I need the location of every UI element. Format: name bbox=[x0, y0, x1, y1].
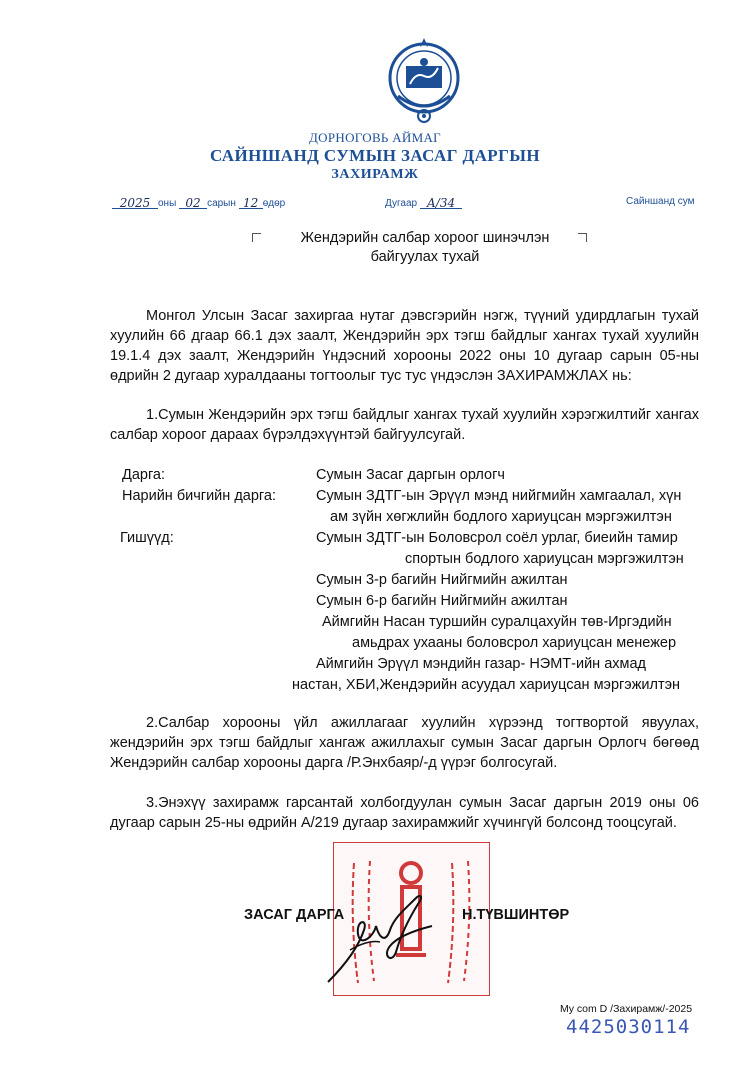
date-month: 02 bbox=[179, 196, 207, 209]
state-emblem-icon bbox=[386, 36, 462, 126]
date-year-suffix: оны bbox=[158, 198, 177, 209]
date-year: 2025 bbox=[112, 196, 158, 209]
subject-line-1: Жендэрийн салбар хороог шинэчлэн bbox=[300, 230, 550, 246]
member-line-3: Сумын 3-р багийн Нийгмийн ажилтан bbox=[316, 572, 568, 588]
serial-number: 4425030114 bbox=[566, 1016, 691, 1038]
date-day: 12 bbox=[239, 196, 263, 209]
number-field bbox=[385, 196, 462, 209]
date-field bbox=[112, 196, 285, 209]
member-line-4: Сумын 6-р багийн Нийгмийн ажилтан bbox=[316, 593, 568, 609]
document-type-title: ЗАХИРАМЖ bbox=[331, 167, 419, 182]
member-line-2: спортын бодлого хариуцсан мэргэжилтэн bbox=[405, 551, 684, 567]
handwritten-signature bbox=[320, 890, 450, 990]
aimag-title: ДОРНОГОВЬ АЙМАГ bbox=[309, 130, 441, 145]
chair-label: Дарга: bbox=[122, 467, 166, 483]
item-1-paragraph: 1.Сумын Жендэрийн эрх тэгш байдлыг хангах тухай хуулийн хэрэгжилтийг хангах салбар хороог дараах бүрэлдэхүүнтэй байгуулсугай. bbox=[110, 407, 699, 443]
members-label: Гишүүд: bbox=[120, 530, 174, 546]
organization-title: САЙНШАНД СУМЫН ЗАСАГ ДАРГЫН bbox=[209, 146, 541, 165]
chair-value: Сумын Засаг даргын орлогч bbox=[316, 467, 505, 483]
secretary-line-2: ам зүйн хөгжлийн бодлого хариуцсан мэргэжилтэн bbox=[330, 509, 672, 525]
secretary-label: Нарийн бичгийн дарга: bbox=[122, 488, 276, 504]
date-month-suffix: сарын bbox=[207, 198, 236, 209]
place-label: Сайншанд сум bbox=[626, 196, 695, 207]
file-reference: My com D /Захирамж/-2025 bbox=[560, 1003, 693, 1015]
member-line-8: настан, ХБИ,Жендэрийн асуудал хариуцсан мэргэжилтэн bbox=[292, 677, 681, 693]
member-line-7: Аймгийн Эрүүл мэндийн газар- НЭМТ-ийн ахмад bbox=[316, 656, 647, 672]
preamble-paragraph: Монгол Улсын Засаг захиргаа нутаг дэвсгэрийн нэгж, түүний удирдлагын тухай хуулийн 66 дгаар 66.1 дэх заалт, Жендэрийн эрх тэгш байдлыг хангах тухай хуулийн 19.1.4 дэх заалт, Жендэрийн Үндэсний хорооны 2022 оны 10 дугаар сарын 05-ны өдрийн 2 дугаар хуралдааны тогтоолыг тус тус үндэслэн ЗАХИРАМЖЛАХ нь: bbox=[110, 308, 699, 384]
member-line-1: Сумын ЗДТГ-ын Боловсрол соёл урлаг, биеийн тамир bbox=[316, 530, 678, 546]
subject-title bbox=[270, 229, 580, 267]
member-line-5: Аймгийн Насан туршийн суралцахуйн төв-Иргэдийн bbox=[322, 614, 672, 630]
signatory-title: ЗАСАГ ДАРГА bbox=[244, 907, 345, 923]
number-label: Дугаар bbox=[385, 198, 418, 209]
secretary-line-1: Сумын ЗДТГ-ын Эрүүл мэнд нийгмийн хамгаалал, хүн bbox=[316, 488, 682, 504]
subject-bracket-left bbox=[252, 233, 261, 242]
date-day-suffix: өдөр bbox=[262, 198, 286, 209]
member-line-6: амьдрах ухааны боловсрол хариуцсан менежер bbox=[352, 635, 677, 651]
signatory-name: Н.ТҮВШИНТӨР bbox=[462, 907, 570, 923]
document-number: А/34 bbox=[420, 196, 462, 209]
item-3-paragraph: 3.Энэхүү захирамж гарсантай холбогдуулан сумын Засаг даргын 2019 оны 06 дугаар сарын 25-ны өдрийн А/219 дугаар захирамжийг хүчингүй болсонд тооцсугай. bbox=[110, 795, 699, 831]
subject-line-2: байгуулах тухай bbox=[370, 249, 480, 265]
item-2-paragraph: 2.Салбар хорооны үйл ажиллагааг хуулийн хүрээнд тогтвортой явуулах, жендэрийн эрх тэгш байдлыг хангаж ажиллахыг сумын Засаг даргын Орлогч бөгөөд Жендэрийн салбар хорооны дарга /Р.Энхбаяр/-д үүрэг болгосугай. bbox=[110, 715, 699, 771]
